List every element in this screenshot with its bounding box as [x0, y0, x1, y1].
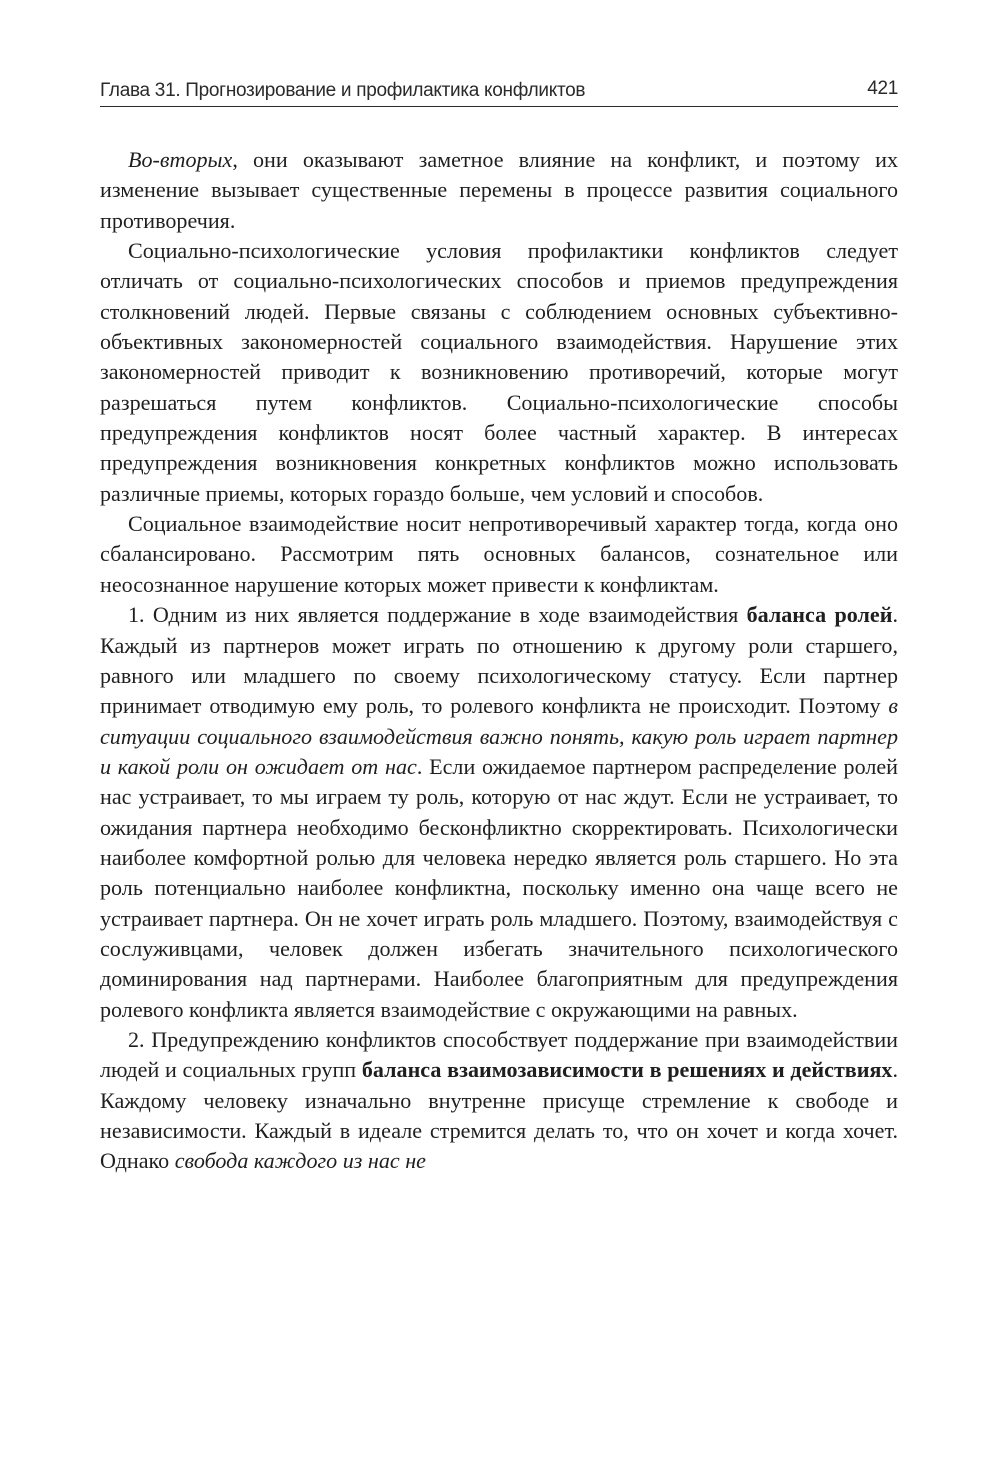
- key-term-bold: баланса ролей: [746, 602, 893, 628]
- text-span: Социально-психологические условия профилактики конфликтов следует отличать от социально-психологических способов и приемов предупреждения столкновений людей. Первые связаны с соблюдением основных субъективно-объективных закономерностей социального взаимодействия. Нарушение этих закономерностей приводит к возникновению противоречий, которые могут разрешаться путем конфликтов. Социально-психологические способы предупреждения конфликтов носят более частный характер. В интересах предупреждения возникновения конкретных конфликтов можно использовать различные приемы, которых гораздо больше, чем условий и способов.: [100, 238, 898, 506]
- text-italic: свобода каждого из нас не: [174, 1148, 426, 1174]
- page-number: 421: [867, 78, 898, 99]
- body-text: [100, 145, 898, 1177]
- chapter-title: Глава 31. Прогнозирование и профилактика конфликтов: [100, 80, 586, 101]
- text-span: . Если ожидаемое партнером распределение ролей нас устраивает, то мы играем ту роль, которую от нас ждут. Если не устраивает, то ожидания партнера необходимо бесконфликтно скорректировать. Психологически наиболее комфортной ролью для человека нередко является роль старшего. Но эта роль потенциально наиболее конфликтна, поскольку именно она чаще всего не устраивает партнера. Он не хочет играть роль младшего. Поэтому, взаимодействуя с сослуживцами, человек должен избегать значительного психологического доминирования над партнерами. Наиболее благоприятным для предупреждения ролевого конфликта является взаимодействие с окружающими на равных.: [100, 753, 898, 1022]
- text-span: . Каждый из партнеров может играть по отношению к другому роли старшего, равного или младшего по своему психологическому статусу. Если партнер принимает отводимую ему роль, то ролевого конфликта не происходит. Поэтому: [100, 602, 898, 719]
- paragraph: [100, 509, 898, 600]
- text-italic: в ситуации социального взаимодействия важно понять, какую роль играет партнер и какой роли он ожидает от нас: [100, 693, 898, 779]
- paragraph: [100, 145, 898, 236]
- paragraph: [100, 600, 898, 1025]
- key-term-bold: баланса взаимозависимости в решениях и действиях: [361, 1057, 893, 1083]
- paragraph: [100, 1025, 898, 1177]
- text-span: 1. Одним из них является поддержание в ходе взаимодействия: [128, 602, 747, 628]
- paragraph: [100, 236, 898, 509]
- text-span: , они оказывают заметное влияние на конфликт, и поэтому их изменение вызывает существенные перемены в процессе развития социального противоречия.: [100, 147, 898, 233]
- text-italic: Во-вторых: [128, 147, 233, 172]
- text-span: . Каждому человеку изначально внутренне присуще стремление к свободе и независимости. Каждый в идеале стремится делать то, что он хочет и когда хочет. Однако: [100, 1057, 898, 1174]
- running-header: [100, 70, 898, 107]
- text-span: Социальное взаимодействие носит непротиворечивый характер тогда, когда оно сбалансировано. Рассмотрим пять основных балансов, сознательное или неосознанное нарушение которых может привести к конфликтам.: [100, 511, 898, 597]
- text-span: 2. Предупреждению конфликтов способствует поддержание при взаимодействии людей и социальных групп: [100, 1026, 898, 1083]
- book-page: [100, 70, 898, 1177]
